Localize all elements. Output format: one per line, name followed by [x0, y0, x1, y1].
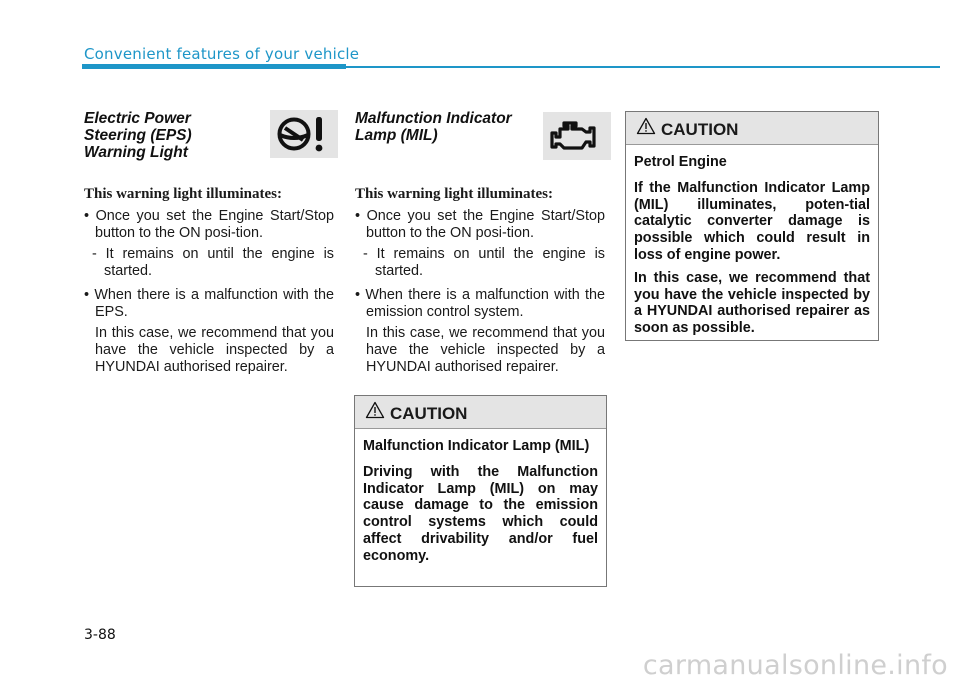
caution-box-mil [354, 395, 607, 587]
caution-body [355, 429, 606, 577]
caution-paragraph: Driving with the Malfunction Indicator Lamp (MIL) on may cause damage to the emission control systems which could affect drivability and/or fuel economy. [363, 463, 598, 564]
list-item: • Once you set the Engine Start/Stop button to the ON posi-tion. [84, 208, 334, 241]
engine-check-icon [543, 112, 611, 160]
mil-body [355, 208, 605, 376]
list-item: • When there is a malfunction with the EPS. [84, 287, 334, 320]
steering-wheel-warning-icon [270, 110, 338, 158]
eps-section [84, 110, 338, 375]
warning-triangle-icon [365, 401, 385, 424]
caution-heading: Malfunction Indicator Lamp (MIL) [363, 438, 590, 454]
watermark: carmanualsonline.info [642, 650, 948, 681]
eps-title: Electric Power Steering (EPS) Warning Light [84, 110, 192, 161]
eps-body [84, 208, 334, 376]
warning-triangle-icon [636, 117, 656, 140]
list-item: • When there is a malfunction with the emission control system. [355, 287, 605, 320]
list-item: - It remains on until the engine is started. [363, 246, 605, 279]
caution-paragraph: If the Malfunction Indicator Lamp (MIL) illuminates, poten-tial catalytic converter damage is possible which could result in loss of engine power. [634, 179, 870, 263]
caution-paragraph: In this case, we recommend that you have the vehicle inspected by a HYUNDAI authorised repairer as soon as possible. [634, 269, 870, 337]
caution-box-petrol [625, 111, 879, 341]
caution-label: CAUTION [390, 404, 468, 423]
caution-header [626, 112, 878, 145]
caution-label: CAUTION [661, 120, 739, 139]
caution-header [355, 396, 606, 429]
mil-title: Malfunction Indicator Lamp (MIL) [355, 110, 512, 144]
mil-subheading: This warning light illuminates: [355, 186, 553, 202]
list-item: • Once you set the Engine Start/Stop button to the ON posi-tion. [355, 208, 605, 241]
section-header: Convenient features of your vehicle [84, 45, 360, 63]
header-rule-thick [82, 64, 346, 69]
eps-note: In this case, we recommend that you have the vehicle inspected by a HYUNDAI authorised repairer. [95, 325, 334, 375]
list-item: - It remains on until the engine is started. [92, 246, 334, 279]
caution-heading: Petrol Engine [634, 154, 727, 170]
page-number: 3-88 [84, 627, 116, 643]
mil-section [355, 110, 609, 375]
mil-note: In this case, we recommend that you have the vehicle inspected by a HYUNDAI authorised repairer. [366, 325, 605, 375]
caution-body [626, 145, 878, 349]
eps-subheading: This warning light illuminates: [84, 186, 282, 202]
header-rule-thin [346, 66, 940, 68]
